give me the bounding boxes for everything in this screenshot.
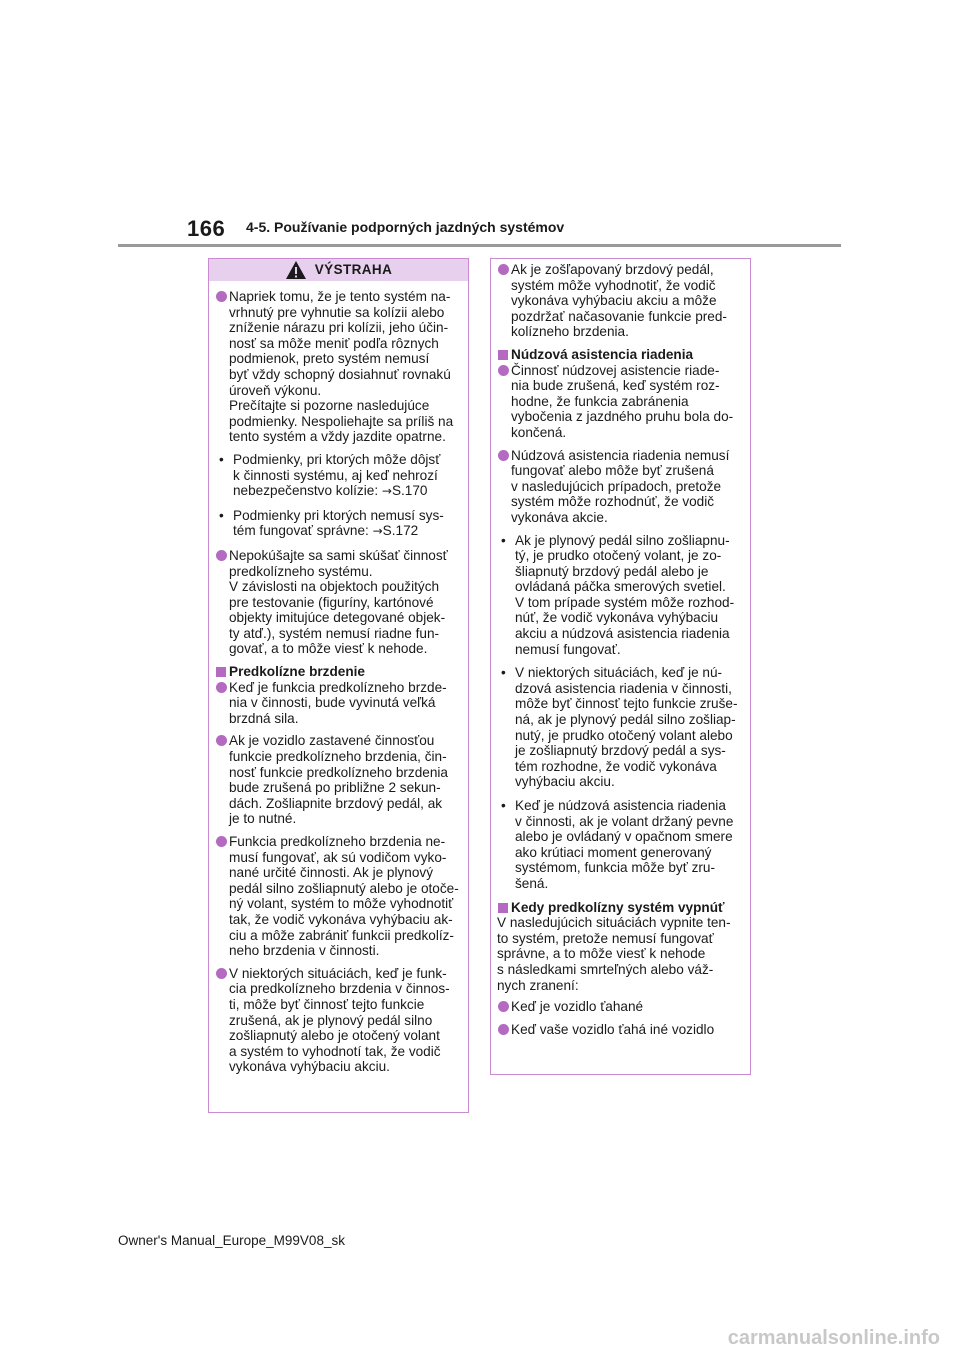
section-heading: Predkolízne brzdenie: [215, 664, 463, 680]
bullet-item: Keď je funkcia predkolízneho brzde- nia v činnosti, bude vyvinutá veľká brzdná sila.: [215, 680, 463, 727]
page-number: 166: [187, 216, 226, 241]
bullet-item: Keď vaše vozidlo ťahá iné vozidlo: [497, 1022, 745, 1038]
sub-bullet-icon: •: [219, 507, 224, 523]
heading-square-icon: [498, 903, 508, 913]
watermark: carmanualsonline.info: [727, 1327, 940, 1349]
bullet-dot-icon: [216, 968, 227, 979]
warning-label: VÝSTRAHA: [314, 262, 393, 278]
bullet-dot-icon: [498, 365, 509, 376]
bullet-item: Činnosť núdzovej asistencie riade- nia bude zrušená, keď systém roz- hodne, že funkcia zabránenia vybočenia z jazdného pruhu bola do- končená.: [497, 363, 745, 441]
bullet-item: Ak je vozidlo zastavené činnosťou funkcie predkolízneho brzdenia, čin- nosť funkcie predkolízneho brzdenia bude zrušená po približne 2 sekun- dách. Zošliapnite brzdový pedál, ak je to nutné.: [215, 733, 463, 827]
sub-item: • Podmienky pri ktorých nemusí sys- tém fungovať správne: →S.172: [219, 507, 444, 539]
bullet-dot-icon: [498, 1024, 509, 1035]
bullet-dot-icon: [216, 682, 227, 693]
bullet-dot-icon: [498, 264, 509, 275]
bullet-item: Nepokúšajte sa sami skúšať činnosť predkolízneho systému. V závislosti na objektoch použitých pre testovanie (figuríny, kartónové objekty imitujúce detegované objek- ty atď.), systém nemusí riadne fun- govať, a to môže viesť k nehode.: [215, 548, 463, 657]
warning-header: [209, 259, 468, 281]
right-arrow-icon: →: [372, 524, 383, 539]
section-heading: Núdzová asistencia riadenia: [497, 347, 745, 363]
section-title: 4-5. Používanie podporných jazdných systémov: [246, 219, 565, 235]
footer-text: Owner's Manual_Europe_M99V08_sk: [118, 1233, 345, 1248]
bullet-item: Keď je vozidlo ťahané: [497, 999, 745, 1015]
bullet-dot-icon: [216, 291, 227, 302]
bullet-item: Napriek tomu, že je tento systém na- vrhnutý pre vyhnutie sa kolízii alebo zníženie nárazu pri kolízii, jeho účin- nosť sa môže meniť podľa rôznych podmienok, preto systém nemusí byť vždy schopný dosiahnuť rovnakú úroveň výkonu. Prečítajte si pozorne nasledujúce podmienky. Nespoliehajte sa príliš na tento systém a vždy jazdite opatrne.: [215, 289, 463, 445]
paragraph: V nasledujúcich situáciách vypnite ten- to systém, pretože nemusí fungovať správne, a to môže viesť k nehode s následkami smrteľných alebo váž- nych zranení:: [497, 915, 731, 993]
warning-triangle-icon: [285, 260, 307, 280]
bullet-dot-icon: [498, 450, 509, 461]
heading-square-icon: [216, 667, 226, 677]
bullet-dot-icon: [216, 550, 227, 561]
page-reference-link[interactable]: S.172: [382, 523, 419, 539]
section-heading: Kedy predkolízny systém vypnúť: [497, 900, 745, 916]
warning-box-left: [208, 258, 469, 1113]
bullet-dot-icon: [216, 836, 227, 847]
sub-bullet-icon: •: [219, 451, 224, 467]
sub-bullet-icon: •: [501, 532, 506, 548]
bullet-item: Funkcia predkolízneho brzdenia ne- musí fungovať, ak sú vodičom vyko- nané určité činnosti. Ak je plynový pedál silno zošliapnutý alebo je otoče- ný volant, systém to môže vyhodnotiť tak, že vodič vykonáva vyhýbaciu ak- ciu a môže zabrániť funkcii predkolíz- neho brzdenia v činnosti.: [215, 834, 463, 959]
sub-item: • V niektorých situáciách, keď je nú- dzová asistencia riadenia v činnosti, môže byť činnosť tejto funkcie zruše- ná, ak je plynový pedál silno zošliap- nutý, je prudko otočený volant alebo je zošliapnutý brzdový pedál a sys- tém rozhodne, že vodič vykonáva vyhýbaciu akciu.: [501, 665, 738, 790]
bullet-dot-icon: [216, 735, 227, 746]
page-reference-link[interactable]: S.170: [391, 483, 428, 499]
bullet-item: Ak je zošľapovaný brzdový pedál, systém môže vyhodnotiť, že vodič vykonáva vyhýbaciu akciu a môže pozdržať načasovanie funkcie pred- kolízneho brzdenia.: [497, 262, 745, 340]
bullet-dot-icon: [498, 1001, 509, 1012]
right-arrow-icon: →: [381, 484, 392, 499]
bullet-item: V niektorých situáciách, keď je funk- cia predkolízneho brzdenia v činnos- ti, môže byť činnosť tejto funkcie zrušená, ak je plynový pedál silno zošliapnutý alebo je otočený volant a systém to vyhodnotí tak, že vodič vykonáva vyhýbaciu akciu.: [215, 966, 463, 1075]
sub-bullet-icon: •: [501, 665, 506, 681]
bullet-item: Núdzová asistencia riadenia nemusí fungovať alebo môže byť zrušená v nasledujúcich prípadoch, pretože systém môže rozhodnúť, že vodič vykonáva akcie.: [497, 448, 745, 526]
heading-square-icon: [498, 350, 508, 360]
warning-box-right: [490, 258, 751, 1075]
header-rule: [118, 244, 841, 247]
sub-item: • Ak je plynový pedál silno zošliapnu- tý, je prudko otočený volant, je zo- šliapnutý brzdový pedál alebo je ovládaná páčka smerových svetiel. V tom prípade systém môže rozhod- núť, že vodič vykonáva vyhýbaciu akciu a núdzová asistencia riadenia nemusí fungovať.: [501, 532, 735, 657]
sub-item: • Podmienky, pri ktorých môže dôjsť k činnosti systému, aj keď nehrozí nebezpečenstvo kolízie: →S.170: [219, 451, 441, 499]
sub-item: • Keď je núdzová asistencia riadenia v činnosti, ak je volant držaný pevne alebo je ovládaný v opačnom smere ako krútiaci moment generovaný systémom, funkcia môže byť zru- šená.: [501, 798, 734, 891]
sub-bullet-icon: •: [501, 798, 506, 813]
